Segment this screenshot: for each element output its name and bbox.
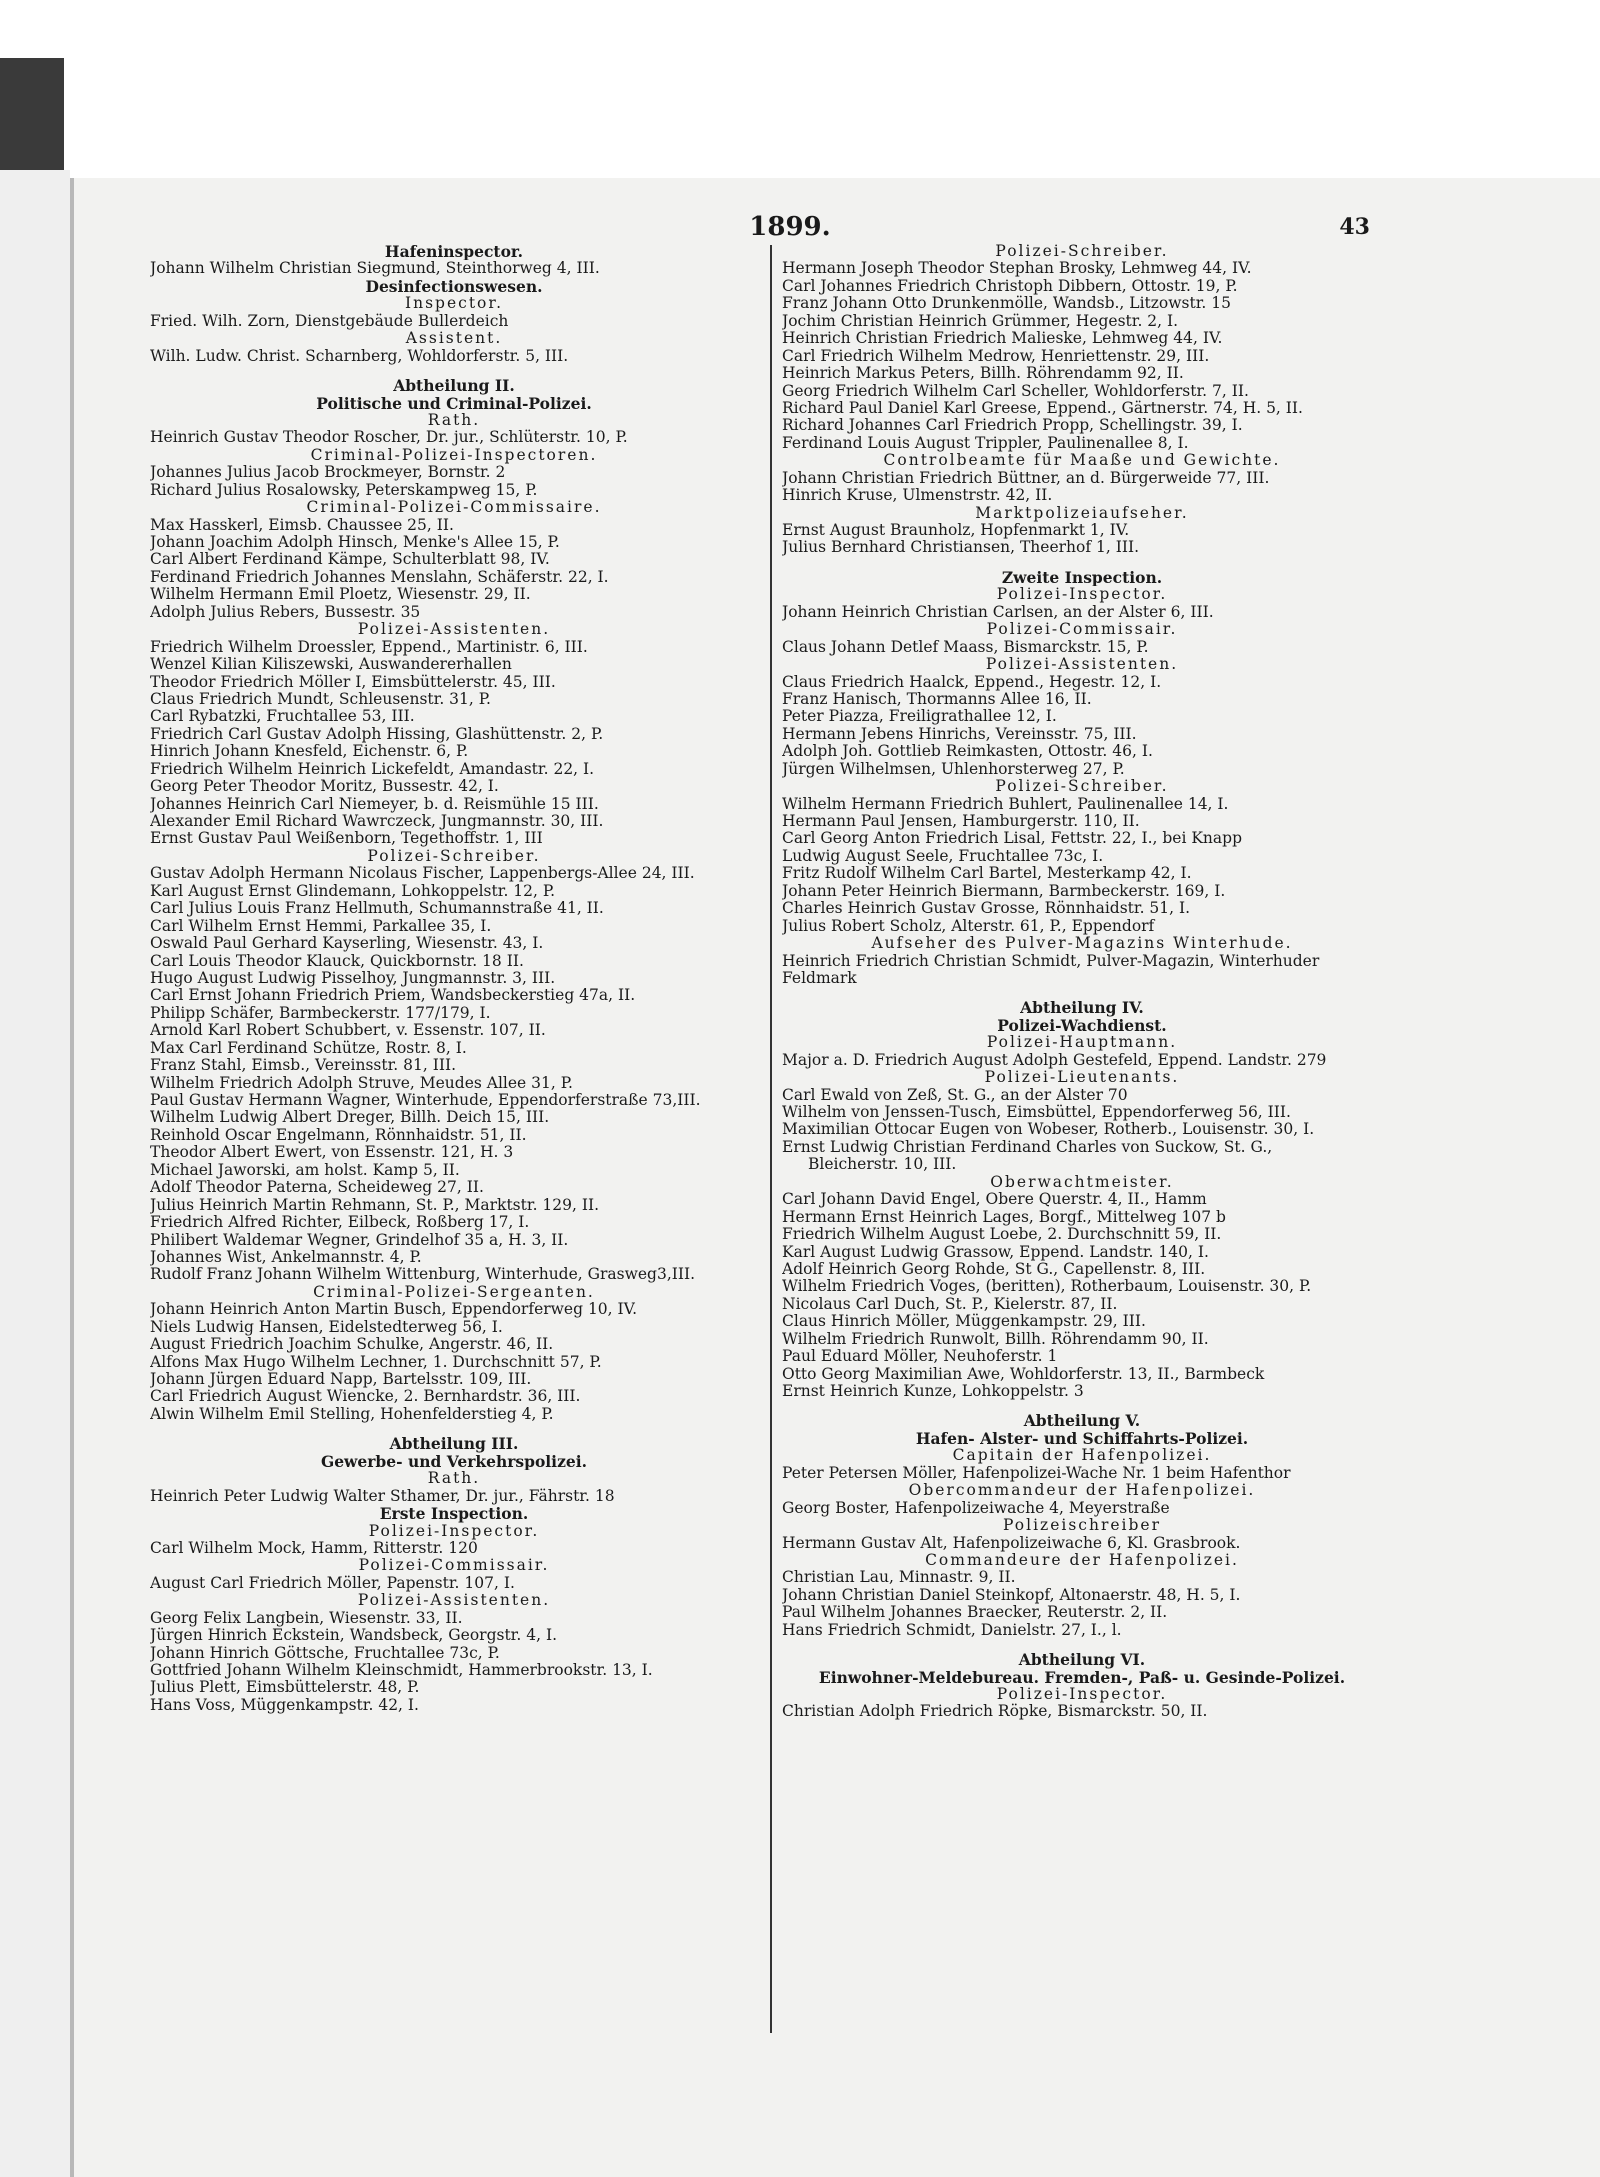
directory-entry: Adolph Julius Rebers, Bussestr. 35 [150, 603, 421, 621]
left-column [150, 243, 758, 1714]
section-heading: Polizei-Wachdienst. [997, 1016, 1167, 1035]
directory-entry: Otto Georg Maximilian Awe, Wohldorferstr. 13, II., Barmbeck [782, 1365, 1265, 1383]
directory-entry: Julius Bernhard Christiansen, Theerhof 1, III. [782, 539, 1140, 557]
directory-entry: Wilh. Ludw. Christ. Scharnberg, Wohldorferstr. 5, III. [150, 347, 569, 365]
directory-entry: Theodor Albert Ewert, von Essenstr. 121, H. 3 [150, 1144, 514, 1162]
subsection-heading: Polizei-Lieutenants. [984, 1069, 1180, 1087]
directory-entry: Philipp Schäfer, Barmbeckerstr. 177/179, I. [150, 1004, 491, 1022]
directory-entry: Heinrich Gustav Theodor Roscher, Dr. jur., Schlüterstr. 10, P. [150, 429, 628, 447]
subsection-heading: Polizei-Hauptmann. [986, 1034, 1178, 1052]
subsection-heading: Polizei-Schreiber. [995, 778, 1169, 796]
section-heading: Hafeninspector. [384, 243, 524, 261]
facing-page-edge [0, 170, 70, 2177]
directory-entry: Wenzel Kilian Kiliszewski, Auswandererhallen [150, 656, 512, 674]
directory-entry: Johann Hinrich Göttsche, Fruchtallee 73c, P. [150, 1644, 500, 1662]
directory-entry: Wilhelm Hermann Friedrich Buhlert, Paulinenallee 14, I. [782, 795, 1229, 813]
directory-entry: Charles Heinrich Gustav Grosse, Rönnhaidstr. 51, I. [782, 900, 1191, 918]
directory-entry: Ferdinand Friedrich Johannes Menslahn, Schäferstr. 22, I. [150, 568, 609, 586]
directory-entry: Hermann Jebens Hinrichs, Vereinsstr. 75, III. [782, 725, 1137, 743]
directory-entry: Friedrich Wilhelm Droessler, Eppend., Martinistr. 6, III. [150, 638, 588, 656]
page-header-year: 1899. [749, 212, 831, 242]
subsection-heading: Criminal-Polizei-Inspectoren. [310, 446, 598, 464]
section-heading: Hafen- Alster- und Schiffahrts-Polizei. [915, 1429, 1249, 1448]
directory-entry: Wilhelm Friedrich Adolph Struve, Meudes Allee 31, P. [150, 1074, 573, 1092]
section-heading: Abtheilung III. [389, 1435, 519, 1453]
directory-entry: August Friedrich Joachim Schulke, Angerstr. 46, II. [150, 1336, 554, 1354]
directory-entry: Johann Peter Heinrich Biermann, Barmbeckerstr. 169, I. [782, 882, 1226, 900]
subsection-heading: Polizei-Commissair. [986, 621, 1178, 639]
directory-entry: Friedrich Carl Gustav Adolph Hissing, Glashüttenstr. 2, P. [150, 725, 604, 743]
directory-entry: Arnold Karl Robert Schubbert, v. Essenstr. 107, II. [150, 1022, 546, 1040]
directory-entry: Friedrich Alfred Richter, Eilbeck, Roßberg 17, I. [150, 1214, 530, 1232]
directory-entry: Carl Friedrich August Wiencke, 2. Bernhardstr. 36, III. [150, 1388, 581, 1406]
subsection-heading: Controlbeamte für Maaße und Gewichte. [883, 452, 1281, 470]
directory-entry: Adolf Heinrich Georg Rohde, St G., Capellenstr. 8, III. [782, 1260, 1206, 1278]
directory-entry: Ernst Gustav Paul Weißenborn, Tegethoffstr. 1, III [150, 830, 543, 848]
directory-entry: Max Hasskerl, Eimsb. Chaussee 25, II. [150, 516, 454, 534]
subsection-heading: Oberwachtmeister. [990, 1173, 1174, 1191]
directory-entry: Jürgen Wilhelmsen, Uhlenhorsterweg 27, P. [782, 760, 1125, 778]
directory-entry: Alfons Max Hugo Wilhelm Lechner, 1. Durchschnitt 57, P. [150, 1353, 602, 1371]
directory-entry: Gottfried Johann Wilhelm Kleinschmidt, Hammerbrookstr. 13, I. [150, 1662, 653, 1679]
directory-entry: Max Carl Ferdinand Schütze, Rostr. 8, I. [150, 1039, 467, 1057]
directory-entry: Friedrich Wilhelm August Loebe, 2. Durchschnitt 59, II. [782, 1226, 1222, 1244]
directory-entry: Carl Ewald von Zeß, St. G., an der Alster 70 [782, 1086, 1128, 1104]
subsection-heading: Polizei-Commissair. [358, 1557, 550, 1575]
directory-entry: Claus Hinrich Möller, Müggenkampstr. 29, III. [782, 1313, 1146, 1331]
section-gap [782, 557, 1382, 569]
directory-entry: Johann Christian Friedrich Büttner, an d. Bürgerweide 77, III. [782, 469, 1270, 487]
directory-entry: Ernst August Braunholz, Hopfenmarkt 1, IV. [782, 522, 1130, 539]
subsection-heading: Aufseher des Pulver-Magazins Winterhude. [871, 935, 1293, 953]
directory-entry: Karl August Ernst Glindemann, Lohkoppelstr. 12, P. [150, 882, 556, 900]
section-gap [782, 1639, 1382, 1651]
directory-entry: Carl Rybatzki, Fruchtallee 53, III. [150, 708, 415, 726]
directory-entry: Maximilian Ottocar Eugen von Wobeser, Rotherb., Louisenstr. 30, I. [782, 1121, 1315, 1139]
directory-entry: Wilhelm Friedrich Voges, (beritten), Rotherbaum, Louisenstr. 30, P. [782, 1278, 1312, 1296]
directory-entry: Georg Friedrich Wilhelm Carl Scheller, Wohldorferstr. 7, II. [782, 382, 1249, 400]
right-column [782, 243, 1382, 1721]
directory-entry: Adolph Joh. Gottlieb Reimkasten, Ottostr. 46, I. [782, 743, 1153, 761]
directory-entry: Hugo August Ludwig Pisselhoy, Jungmannstr. 3, III. [150, 969, 556, 987]
directory-entry: Hans Voss, Müggenkampstr. 42, I. [150, 1696, 419, 1714]
directory-entry: Rudolf Franz Johann Wilhelm Wittenburg, Winterhude, Grasweg3,III. [150, 1266, 696, 1284]
section-gap [150, 1423, 758, 1435]
directory-entry: Georg Peter Theodor Moritz, Bussestr. 42, I. [150, 778, 499, 796]
directory-entry: Johann Joachim Adolph Hinsch, Menke's Allee 15, P. [150, 534, 560, 551]
directory-entry: Theodor Friedrich Möller I, Eimsbüttelerstr. 45, III. [150, 673, 556, 691]
subsection-heading: Rath. [427, 411, 481, 429]
directory-entry: Jochim Christian Heinrich Grümmer, Hegestr. 2, I. [782, 312, 1179, 330]
directory-entry: August Carl Friedrich Möller, Papenstr. 107, I. [150, 1574, 515, 1592]
directory-entry: Hermann Gustav Alt, Hafenpolizeiwache 6, Kl. Grasbrook. [782, 1534, 1241, 1552]
directory-entry: Carl Albert Ferdinand Kämpe, Schulterblatt 98, IV. [150, 551, 550, 569]
section-heading: Einwohner-Meldebureau. Fremden-, Paß- u. Gesinde-Polizei. [818, 1668, 1346, 1686]
section-heading: Desinfectionswesen. [365, 277, 543, 296]
directory-entry: Carl Johannes Friedrich Christoph Dibbern, Ottostr. 19, P. [782, 277, 1238, 295]
directory-entry: Claus Friedrich Mundt, Schleusenstr. 31, P. [150, 690, 491, 708]
directory-entry: Ludwig August Seele, Fruchtallee 73c, I. [782, 847, 1104, 865]
subsection-heading: Polizei-Schreiber. [367, 847, 541, 865]
directory-entry: Karl August Ludwig Grassow, Eppend. Landstr. 140, I. [782, 1243, 1209, 1261]
subsection-heading: Polizei-Assistenten. [357, 621, 551, 639]
entry-continuation: Bleicherstr. 10, III. [808, 1156, 957, 1174]
subsection-heading: Commandeure der Hafenpolizei. [925, 1551, 1239, 1569]
directory-entry: Paul Eduard Möller, Neuhoferstr. 1 [782, 1348, 1058, 1366]
section-gap [150, 365, 758, 377]
subsection-heading: Criminal-Polizei-Commissaire. [306, 499, 602, 517]
directory-entry: Heinrich Christian Friedrich Malieske, Lehmweg 44, IV. [782, 330, 1223, 348]
directory-entry: Carl Ernst Johann Friedrich Priem, Wandsbeckerstieg 47a, II. [150, 987, 636, 1005]
directory-entry: Major a. D. Friedrich August Adolph Gestefeld, Eppend. Landstr. 279 [782, 1051, 1327, 1069]
directory-entry: Ernst Ludwig Christian Ferdinand Charles von Suckow, St. G., [782, 1138, 1273, 1156]
directory-entry: Johannes Heinrich Carl Niemeyer, b. d. Reismühle 15 III. [150, 795, 599, 813]
directory-entry: Richard Julius Rosalowsky, Peterskampweg 15, P. [150, 481, 538, 499]
section-heading: Zweite Inspection. [1001, 568, 1163, 587]
subsection-heading: Polizei-Assistenten. [985, 656, 1179, 674]
directory-entry: Reinhold Oscar Engelmann, Rönnhaidstr. 51, II. [150, 1126, 527, 1144]
directory-entry: Carl Louis Theodor Klauck, Quickbornstr. 18 II. [150, 952, 524, 970]
directory-entry: Fritz Rudolf Wilhelm Carl Bartel, Mesterkamp 42, I. [782, 865, 1192, 883]
directory-entry: Christian Lau, Minnastr. 9, II. [782, 1569, 1016, 1587]
directory-entry: Carl Wilhelm Ernst Hemmi, Parkallee 35, I. [150, 917, 492, 935]
directory-entry: Hermann Paul Jensen, Hamburgerstr. 110, II. [782, 813, 1140, 830]
directory-entry: Niels Ludwig Hansen, Eidelstedterweg 56, I. [150, 1318, 503, 1336]
directory-entry: Heinrich Friedrich Christian Schmidt, Pulver-Magazin, Winterhuder [782, 952, 1320, 970]
directory-entry: Hermann Ernst Heinrich Lages, Borgf., Mittelweg 107 b [782, 1208, 1226, 1226]
directory-entry: Peter Petersen Möller, Hafenpolizei-Wache Nr. 1 beim Hafenthor [782, 1464, 1291, 1482]
subsection-heading: Polizei-Assistenten. [357, 1592, 551, 1610]
subsection-heading: Polizei-Inspector. [368, 1522, 540, 1540]
directory-entry: Julius Robert Scholz, Alterstr. 61, P., Eppendorf [782, 917, 1155, 935]
directory-entry: Ferdinand Louis August Trippler, Paulinenallee 8, I. [782, 434, 1189, 452]
directory-entry: Richard Paul Daniel Karl Greese, Eppend., Gärtnerstr. 74, H. 5, II. [782, 399, 1303, 417]
subsection-heading: Polizeischreiber [1002, 1517, 1161, 1535]
directory-entry: Oswald Paul Gerhard Kayserling, Wiesenstr. 43, I. [150, 935, 544, 953]
directory-entry: Johannes Wist, Ankelmannstr. 4, P. [150, 1248, 422, 1266]
directory-entry: Carl Friedrich Wilhelm Medrow, Henriettenstr. 29, III. [782, 347, 1210, 365]
directory-entry: Carl Wilhelm Mock, Hamm, Ritterstr. 120 [150, 1539, 478, 1557]
directory-entry: Hinrich Johann Knesfeld, Eichenstr. 6, P. [150, 743, 469, 761]
section-gap [782, 1400, 1382, 1412]
directory-entry: Ernst Heinrich Kunze, Lohkoppelstr. 3 [782, 1383, 1084, 1400]
directory-entry: Claus Friedrich Haalck, Eppend., Hegestr. 12, I. [782, 673, 1162, 691]
directory-entry: Wilhelm Hermann Emil Ploetz, Wiesenstr. 29, II. [150, 586, 531, 604]
directory-entry: Nicolaus Carl Duch, St. P., Kielerstr. 87, II. [782, 1295, 1118, 1313]
directory-entry: Johann Jürgen Eduard Napp, Bartelsstr. 109, III. [150, 1371, 532, 1388]
subsection-heading: Polizei-Inspector. [996, 586, 1168, 604]
directory-entry: Claus Johann Detlef Maass, Bismarckstr. 15, P. [782, 638, 1149, 656]
directory-entry: Alexander Emil Richard Wawrczeck, Jungmannstr. 30, III. [150, 813, 604, 830]
subsection-heading: Obercommandeur der Hafenpolizei. [908, 1482, 1256, 1500]
directory-entry: Franz Johann Otto Drunkenmölle, Wandsb., Litzowstr. 15 [782, 295, 1231, 313]
directory-entry: Richard Johannes Carl Friedrich Propp, Schellingstr. 39, I. [782, 417, 1243, 435]
section-heading: Gewerbe- und Verkehrspolizei. [320, 1452, 588, 1471]
directory-entry: Friedrich Wilhelm Heinrich Lickefeldt, Amandastr. 22, I. [150, 760, 595, 778]
directory-entry: Peter Piazza, Freiligrathallee 12, I. [782, 708, 1057, 726]
directory-entry: Heinrich Peter Ludwig Walter Sthamer, Dr. jur., Fährstr. 18 [150, 1487, 615, 1505]
page-number: 43 [1339, 214, 1370, 240]
section-gap [782, 987, 1382, 999]
directory-entry: Hermann Joseph Theodor Stephan Brosky, Lehmweg 44, IV. [782, 260, 1252, 278]
subsection-heading: Assistent. [405, 330, 503, 348]
directory-entry: Adolf Theodor Paterna, Scheideweg 27, II. [150, 1179, 484, 1197]
section-heading: Abtheilung VI. [1018, 1651, 1146, 1669]
column-divider [770, 245, 772, 2033]
subsection-heading: Criminal-Polizei-Sergeanten. [313, 1283, 595, 1301]
directory-entry: Alwin Wilhelm Emil Stelling, Hohenfelderstieg 4, P. [150, 1405, 554, 1423]
directory-entry: Wilhelm Friedrich Runwolt, Billh. Röhrendamm 90, II. [782, 1330, 1209, 1348]
directory-entry: Johann Heinrich Christian Carlsen, an der Alster 6, III. [782, 603, 1214, 621]
directory-entry: Johannes Julius Jacob Brockmeyer, Bornstr. 2 [150, 464, 506, 482]
subsection-heading: Marktpolizeiaufseher. [975, 504, 1189, 522]
directory-entry: Carl Georg Anton Friedrich Lisal, Fettstr. 22, I., bei Knapp [782, 830, 1243, 848]
directory-entry: Wilhelm von Jenssen-Tusch, Eimsbüttel, Eppendorferweg 56, III. [782, 1104, 1291, 1121]
directory-entry: Heinrich Markus Peters, Billh. Röhrendamm 92, II. [782, 365, 1184, 383]
directory-entry: Fried. Wilh. Zorn, Dienstgebäude Bullerdeich [150, 312, 509, 330]
section-heading: Politische und Criminal-Polizei. [316, 394, 592, 412]
section-heading: Erste Inspection. [379, 1505, 529, 1523]
directory-entry: Johann Heinrich Anton Martin Busch, Eppendorferweg 10, IV. [150, 1301, 638, 1319]
subsection-heading: Polizei-Schreiber. [995, 243, 1169, 260]
section-heading: Abtheilung IV. [1020, 999, 1144, 1017]
directory-entry: Wilhelm Ludwig Albert Dreger, Billh. Deich 15, III. [150, 1109, 550, 1127]
directory-entry: Paul Gustav Hermann Wagner, Winterhude, Eppendorferstraße 73,III. [150, 1092, 701, 1109]
subsection-heading: Polizei-Inspector. [996, 1686, 1168, 1703]
directory-entry: Christian Adolph Friedrich Röpke, Bismarckstr. 50, II. [782, 1703, 1208, 1721]
directory-entry: Hinrich Kruse, Ulmenstrstr. 42, II. [782, 487, 1053, 505]
directory-entry: Feldmark [782, 969, 857, 987]
directory-entry: Philibert Waldemar Wegner, Grindelhof 35 a, H. 3, II. [150, 1231, 569, 1249]
section-heading: Abtheilung V. [1023, 1412, 1141, 1430]
directory-entry: Franz Hanisch, Thormanns Allee 16, II. [782, 690, 1092, 708]
directory-entry: Johann Wilhelm Christian Siegmund, Steinthorweg 4, III. [150, 260, 600, 278]
directory-entry: Carl Johann David Engel, Obere Querstr. 4, II., Hamm [782, 1191, 1207, 1209]
directory-entry: Julius Plett, Eimsbüttelerstr. 48, P. [150, 1679, 420, 1697]
page-spine-line [70, 178, 74, 2177]
directory-entry: Julius Heinrich Martin Rehmann, St. P., Marktstr. 129, II. [150, 1196, 600, 1214]
section-heading: Abtheilung II. [393, 377, 515, 395]
directory-entry: Georg Boster, Hafenpolizeiwache 4, Meyerstraße [782, 1499, 1170, 1517]
directory-entry: Franz Stahl, Eimsb., Vereinsstr. 81, III. [150, 1057, 457, 1075]
directory-entry: Carl Julius Louis Franz Hellmuth, Schumannstraße 41, II. [150, 900, 604, 918]
directory-entry: Georg Felix Langbein, Wiesenstr. 33, II. [150, 1609, 463, 1627]
directory-entry: Johann Christian Daniel Steinkopf, Altonaerstr. 48, H. 5, I. [782, 1586, 1241, 1604]
directory-entry: Paul Wilhelm Johannes Braecker, Reuterstr. 2, II. [782, 1604, 1168, 1622]
subsection-heading: Inspector. [404, 295, 504, 313]
directory-entry: Gustav Adolph Hermann Nicolaus Fischer, Lappenbergs-Allee 24, III. [150, 865, 695, 883]
directory-entry: Jürgen Hinrich Eckstein, Wandsbeck, Georgstr. 4, I. [150, 1627, 557, 1645]
subsection-heading: Capitain der Hafenpolizei. [952, 1447, 1212, 1465]
directory-entry: Michael Jaworski, am holst. Kamp 5, II. [150, 1161, 460, 1179]
subsection-heading: Rath. [427, 1470, 481, 1488]
directory-entry: Hans Friedrich Schmidt, Danielstr. 27, I., l. [782, 1621, 1122, 1639]
